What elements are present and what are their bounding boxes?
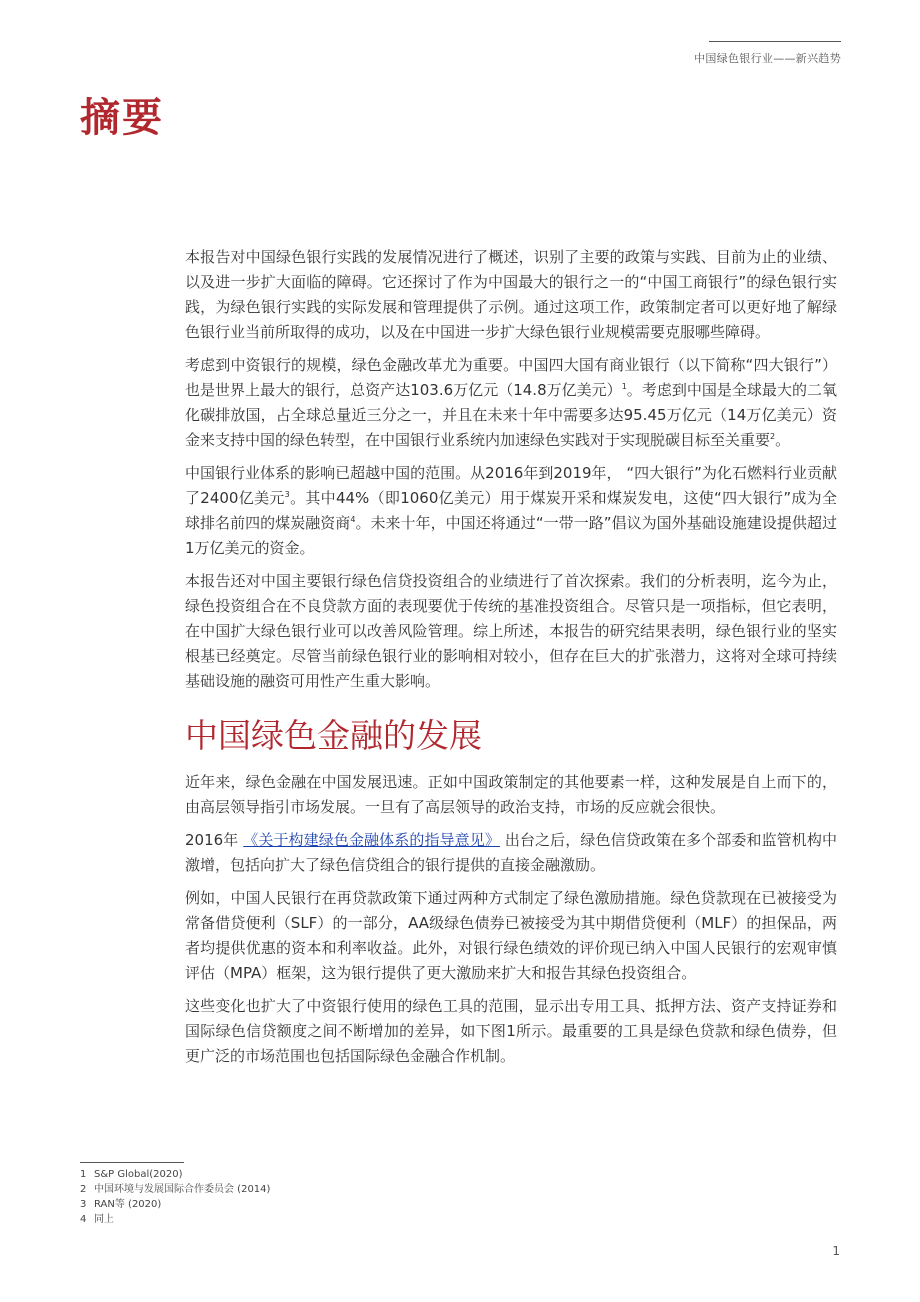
summary-paragraph-3-text-c: 。未来十年，中国还将通过“一带一路”倡议为国外基础设施建设提供超过1万亿美元的资金。 bbox=[185, 514, 837, 557]
section-paragraph-1: 近年来，绿色金融在中国发展迅速。正如中国政策制定的其他要素一样，这种发展是自上而下的，由高层领导指引市场发展。一旦有了高层领导的政治支持，市场的反应就会很快。 bbox=[185, 772, 837, 816]
summary-paragraph-2-text-a: 考虑到中资银行的规模，绿色金融改革尤为重要。中国四大国有商业银行（以下简称“四大银行”）也是世界上最大的银行，总资产达103.6万亿元（14.8万亿美元） bbox=[185, 356, 837, 399]
footnote-ref-4: 4 bbox=[350, 515, 356, 524]
footnote-number: 2 bbox=[80, 1184, 87, 1195]
main-content bbox=[185, 245, 837, 1077]
footnote-number: 1 bbox=[80, 1169, 87, 1180]
section-heading: 中国绿色金融的发展 bbox=[185, 716, 482, 755]
summary-paragraph-3 bbox=[185, 461, 837, 561]
summary-paragraph-3-text-a: 中国银行业体系的影响已超越中国的范围。从2016年到2019年， “四大银行”为化石燃料行业贡献了2400亿美元 bbox=[185, 464, 837, 507]
footnote-item bbox=[80, 1197, 400, 1212]
header-rule bbox=[709, 41, 841, 42]
summary-paragraph-2-text-b: 。考虑到中国是全球最大的二氧化碳排放国，占全球总量近三分之一，并且在未来十年中需要多达95.45万亿元（14万亿美元）资金来支持中国的绿色转型，在中国银行业系统内加速绿色实践对于实现脱碳目标至关重要 bbox=[185, 381, 837, 449]
footnote-ref-2: 2 bbox=[770, 432, 776, 441]
section-paragraph-2-text-a: 2016年 bbox=[185, 830, 244, 849]
page-title: 摘要 bbox=[80, 95, 164, 141]
summary-paragraph-2 bbox=[185, 353, 837, 453]
footnote-number: 4 bbox=[80, 1214, 87, 1225]
footnote-item bbox=[80, 1212, 400, 1227]
footnote-ref-1: 1 bbox=[621, 382, 627, 391]
footnote-item bbox=[80, 1167, 400, 1182]
section-paragraph-2 bbox=[185, 828, 837, 878]
section-paragraph-4: 这些变化也扩大了中资银行使用的绿色工具的范围，显示出专用工具、抵押方法、资产支持证券和国际绿色信贷额度之间不断增加的差异，如下图1所示。最重要的工具是绿色贷款和绿色债券，但更广泛的市场范围也包括国际绿色金融合作机制。 bbox=[185, 996, 837, 1065]
summary-paragraph-4: 本报告还对中国主要银行绿色信贷投资组合的业绩进行了首次探索。我们的分析表明，迄今为止，绿色投资组合在不良贷款方面的表现要优于传统的基准投资组合。尽管只是一项指标，但它表明，在中国扩大绿色银行业可以改善风险管理。综上所述，本报告的研究结果表明，绿色银行业的坚实根基已经奠定。尽管当前绿色银行业的影响相对较小，但存在巨大的扩张潜力，这将对全球可持续基础设施的融资可用性产生重大影响。 bbox=[185, 572, 837, 690]
footnotes bbox=[80, 1162, 400, 1227]
running-header: 中国绿色银行业——新兴趋势 bbox=[694, 52, 841, 65]
footnote-ref-3: 3 bbox=[284, 490, 290, 499]
footnote-text: S&P Global(2020) bbox=[94, 1169, 183, 1180]
footnote-text: RAN等 (2020) bbox=[94, 1199, 162, 1210]
policy-document-link[interactable]: 《关于构建绿色金融体系的指导意见》 bbox=[243, 830, 500, 849]
summary-paragraph-3-text-b: 。其中44%（即1060亿美元）用于煤炭开采和煤炭发电，这使“四大银行”成为全球排名前四的煤炭融资商 bbox=[185, 489, 837, 532]
footnote-text: 中国环境与发展国际合作委员会 (2014) bbox=[94, 1184, 271, 1195]
footnote-item bbox=[80, 1182, 400, 1197]
footnote-rule bbox=[80, 1162, 184, 1163]
page-number: 1 bbox=[832, 1244, 840, 1258]
summary-paragraph-1: 本报告对中国绿色银行实践的发展情况进行了概述，识别了主要的政策与实践、目前为止的业绩、以及进一步扩大面临的障碍。它还探讨了作为中国最大的银行之一的“中国工商银行”的绿色银行实践，为绿色银行实践的实际发展和管理提供了示例。通过这项工作，政策制定者可以更好地了解绿色银行业当前所取得的成功，以及在中国进一步扩大绿色银行业规模需要克服哪些障碍。 bbox=[185, 248, 837, 341]
section-paragraph-2-text-b: 出台之后，绿色信贷政策在多个部委和监管机构中激增，包括向扩大了绿色信贷组合的银行提供的直接金融激励。 bbox=[185, 830, 837, 874]
summary-paragraph-2-text-c: 。 bbox=[775, 431, 791, 449]
footnote-number: 3 bbox=[80, 1199, 87, 1210]
footnote-text: 同上 bbox=[94, 1214, 114, 1225]
section-paragraph-3: 例如，中国人民银行在再贷款政策下通过两种方式制定了绿色激励措施。绿色贷款现在已被接受为常备借贷便利（SLF）的一部分，AA级绿色债券已被接受为其中期借贷便利（MLF）的担保品，两者均提供优惠的资本和利率收益。此外，对银行绿色绩效的评价现已纳入中国人民银行的宏观审慎评估（MPA）框架，这为银行提供了更大激励来扩大和报告其绿色投资组合。 bbox=[185, 888, 837, 982]
